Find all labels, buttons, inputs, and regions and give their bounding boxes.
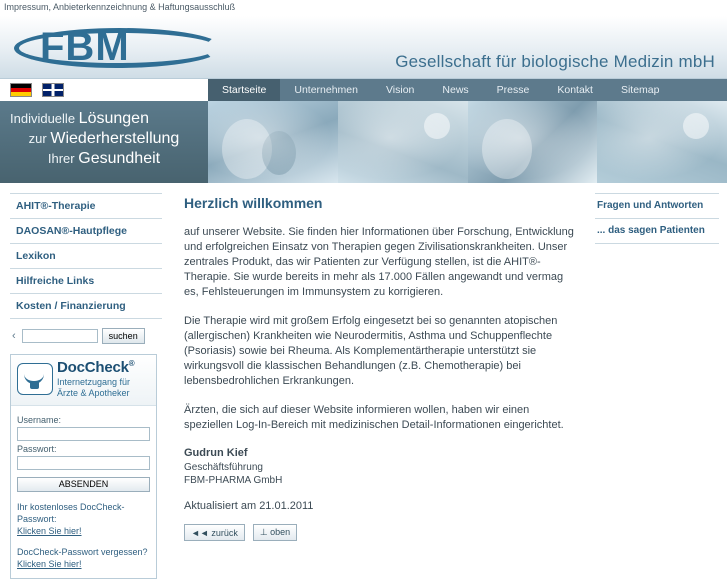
paragraph-3: Ärzten, die sich auf dieser Website informieren wollen, haben wir einen speziellen Log-In-Bereich mit medizinischen Detail-Informationen eingerichtet. xyxy=(184,404,564,431)
flag-uk-icon[interactable] xyxy=(42,83,64,97)
doccheck-note-password-forgot xyxy=(17,546,150,570)
doccheck-subtitle-line2: Ärzte & Apotheker xyxy=(57,388,130,399)
signature-name: Gudrun Kief xyxy=(184,447,248,459)
sidebar-menu xyxy=(10,193,162,319)
nav-item-vision[interactable]: Vision xyxy=(385,84,415,96)
last-updated: Aktualisiert am 21.01.2011 xyxy=(184,500,314,512)
doccheck-note2-text: DocCheck-Passwort vergessen? xyxy=(17,547,148,558)
page-buttons xyxy=(184,524,575,541)
main-content xyxy=(168,183,591,548)
sidebar-item-hilfreiche-links[interactable]: Hilfreiche Links xyxy=(10,269,162,294)
back-button[interactable]: ◄◄ zurück xyxy=(184,524,245,541)
nav-item-news[interactable]: News xyxy=(442,84,469,96)
hero-line-3-small: Ihrer xyxy=(47,151,75,166)
main-navigation xyxy=(0,79,727,101)
flag-de-icon[interactable] xyxy=(10,83,32,97)
hero-line-3-big: Gesundheit xyxy=(78,150,161,167)
hero-line-2-small: zur xyxy=(28,131,47,146)
hero-image-lab xyxy=(597,101,727,183)
hero-image-patient xyxy=(338,101,468,183)
fbm-logo[interactable] xyxy=(14,20,224,74)
doccheck-note2-link[interactable]: Klicken Sie hier! xyxy=(17,559,82,570)
hero-image-pipette xyxy=(468,101,598,183)
paragraph-2: Die Therapie wird mit großem Erfolg eingesetzt bei so genannten atopischen (allergischen) Krankheiten wie Neurodermitis, Asthma und Schuppenflechte (Psoriasis) sowie bei Rheuma. Als Komplementärtherapie unterstützt sie wirkungsvoll die klassischen Behandlungen (z.B. Chemotherapie) bei lebensbedrohlichen Erkrankungen. xyxy=(184,315,558,387)
nav-item-presse[interactable]: Presse xyxy=(496,84,530,96)
doccheck-login-box xyxy=(10,354,157,579)
sidebar-item-ahit-therapie[interactable]: AHIT®-Therapie xyxy=(10,194,162,219)
doccheck-header xyxy=(11,355,156,406)
sidebar-item-daosan-hautpflege[interactable]: DAOSAN®-Hautpflege xyxy=(10,219,162,244)
hero-images xyxy=(208,101,727,183)
page-title: Herzlich willkommen xyxy=(184,195,323,211)
sidebar-item-kosten-finanzierung[interactable]: Kosten / Finanzierung xyxy=(10,294,162,319)
doccheck-note1-link[interactable]: Klicken Sie hier! xyxy=(17,525,82,536)
doccheck-title-sup: ® xyxy=(128,359,135,368)
search-button[interactable]: suchen xyxy=(102,328,145,344)
back-arrow-icon[interactable]: ‹ xyxy=(12,330,16,342)
signature-role: Geschäftsführung xyxy=(184,462,263,473)
hero-claim xyxy=(0,101,208,183)
doccheck-title xyxy=(57,360,134,376)
hero-line-1-small: Individuelle xyxy=(10,111,76,126)
logo-text: FBM xyxy=(40,25,130,69)
legal-topbar xyxy=(0,0,727,16)
site-header xyxy=(0,16,727,79)
doccheck-body xyxy=(11,406,156,579)
hero-line-2 xyxy=(10,129,198,149)
hero-line-3 xyxy=(10,149,198,169)
hero-blob xyxy=(222,119,272,179)
nav-items xyxy=(208,79,727,101)
paragraph-1: auf unserer Website. Sie finden hier Informationen über Forschung, Entwicklung und erfolgreichen Einsatz von Therapien gegen Zivilisationskrankheiten. Unser zentrales Produkt, das wir Patienten zur Verfügung stellen, ist die AHIT®-Therapie. Sie wurde bereits in mehr als 17.000 Fällen angewandt und vermag es, Fehlsteuerungen im Immunsystem zu korrigieren. xyxy=(184,226,574,298)
password-label: Passwort: xyxy=(17,443,57,454)
doccheck-title-text: DocCheck xyxy=(57,359,129,376)
search-row xyxy=(10,328,162,344)
doccheck-subtitle-line1: Internetzugang für xyxy=(57,376,131,387)
doccheck-note1-text: Ihr kostenloses DocCheck- Passwort: xyxy=(17,501,125,524)
doccheck-texts xyxy=(57,360,134,399)
search-input[interactable] xyxy=(22,329,98,343)
sidebar-item-lexikon[interactable]: Lexikon xyxy=(10,244,162,269)
submit-button[interactable]: ABSENDEN xyxy=(17,477,150,492)
nav-item-startseite[interactable]: Startseite xyxy=(208,79,280,101)
right-link-das-sagen-patienten[interactable]: ... das sagen Patienten xyxy=(595,219,719,244)
hero-blob xyxy=(262,131,296,175)
doccheck-logo-icon xyxy=(17,363,53,395)
language-flags xyxy=(0,79,208,101)
password-input[interactable] xyxy=(17,456,150,470)
hero-line-2-big: Wiederherstellung xyxy=(50,130,180,147)
username-label: Username: xyxy=(17,414,62,425)
doccheck-note-password-free xyxy=(17,501,150,537)
hero-blob xyxy=(424,113,450,139)
hero-blob xyxy=(683,113,709,139)
nav-item-unternehmen[interactable]: Unternehmen xyxy=(294,84,358,96)
username-input[interactable] xyxy=(17,427,150,441)
content-area xyxy=(0,183,727,570)
signature-company: FBM-PHARMA GmbH xyxy=(184,475,283,486)
hero-blob xyxy=(482,119,532,179)
header-claim: Gesellschaft für biologische Medizin mbH xyxy=(395,52,715,71)
hero-line-1-big: Lösungen xyxy=(78,110,149,127)
nav-item-sitemap[interactable]: Sitemap xyxy=(620,84,660,96)
sidebar xyxy=(0,183,168,570)
hero-line-1 xyxy=(10,109,198,129)
top-button[interactable]: ⊥ oben xyxy=(253,524,297,541)
right-link-fragen-und-antworten[interactable]: Fragen und Antworten xyxy=(595,193,719,219)
hero-image-doctor xyxy=(208,101,338,183)
nav-item-kontakt[interactable]: Kontakt xyxy=(557,84,593,96)
hero-banner xyxy=(0,101,727,183)
right-sidebar xyxy=(591,183,727,548)
impressum-link[interactable]: Impressum, Anbieterkennzeichnung & Haftungsausschluß xyxy=(4,2,236,12)
